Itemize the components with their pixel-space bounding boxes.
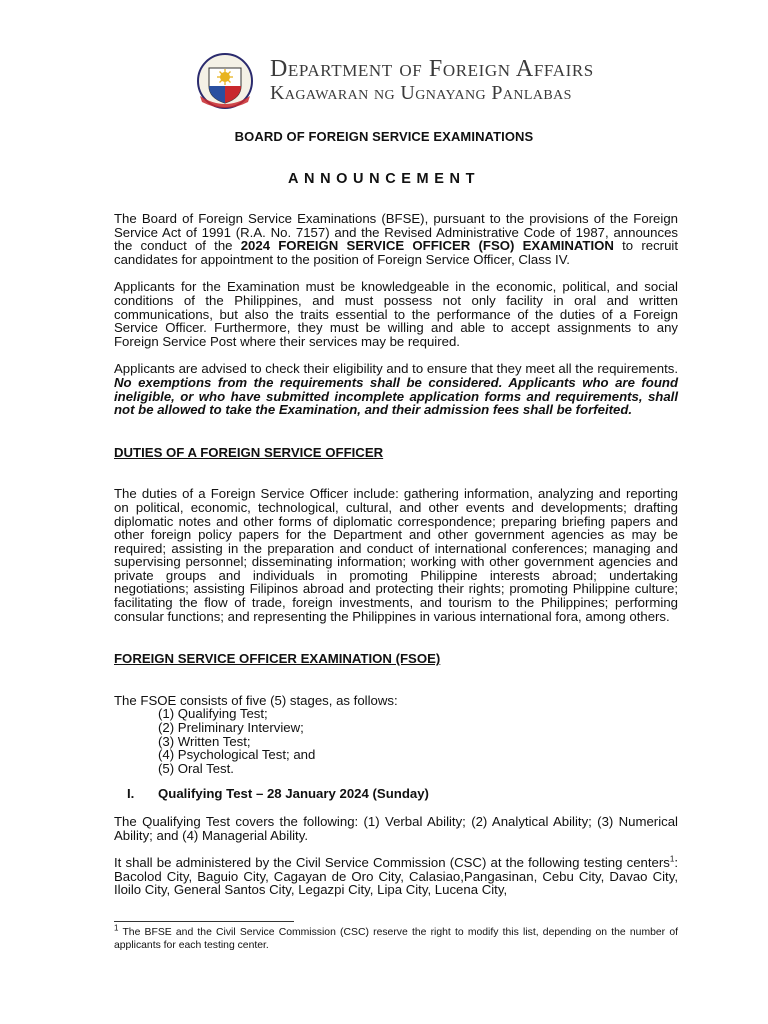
section-1-p2-text-b: : Bacolod City, Baguio City, Cagayan de Oro City, Calasiao,Pangasinan, Cebu City, Davao City, Iloilo City, General Santos City, Legazpi City, Lipa City, Lucena City,: [114, 855, 678, 898]
announcement-title: ANNOUNCEMENT: [287, 171, 481, 187]
intro-p1-text-a: The Board of Foreign Service Examinations (BFSE), pursuant to the provisions of the Foreign Service Act of 1991 (R.A. No. 7157) and the Revised Administrative Code of 1987, announces the conduct of the: [114, 211, 678, 254]
intro-paragraph-3: [114, 362, 678, 416]
section-1-paragraph-1: The Qualifying Test covers the following: (1) Verbal Ability; (2) Analytical Ability; (3) Numerical Ability; and (4) Managerial Ability.: [114, 814, 678, 843]
stage-item: (2) Preliminary Interview;: [158, 720, 304, 736]
footnote-text: The BFSE and the Civil Service Commission (CSC) reserve the right to modify this list, depending on the number of applicants for each testing center.: [114, 927, 678, 951]
section-1-paragraph-2: [114, 856, 678, 897]
stage-item: (4) Psychological Test; and: [158, 747, 316, 763]
board-title: BOARD OF FOREIGN SERVICE EXAMINATIONS: [234, 129, 534, 144]
footnote-reference: 1: [669, 854, 675, 864]
intro-p1-text-b: to recruit candidates for appointment to the position of Foreign Service Officer, Class IV.: [114, 238, 678, 267]
section-1-numeral: I.: [127, 786, 135, 802]
footnote-marker: 1: [114, 923, 119, 933]
letterhead: [196, 52, 616, 110]
fsoe-intro: The FSOE consists of five (5) stages, as follows:: [114, 692, 398, 708]
fsoe-heading: FOREIGN SERVICE OFFICER EXAMINATION (FSOE): [114, 651, 441, 667]
document-body: [114, 212, 678, 911]
stage-item: (5) Oral Test.: [158, 760, 234, 776]
duties-paragraph: The duties of a Foreign Service Officer include: gathering information, analyzing and reporting on political, economic, technological, cultural, and other events and developments; drafting diplomatic notes and other forms of diplomatic correspondence; preparing briefing papers and other foreign policy papers for the Department and other government agencies as may be required; assisting in the preparation and conduct of international conferences; managing and supervising personnel; disseminating information; working with other government agencies and private groups and individuals in promoting Philippine interests abroad; undertaking negotiations; assisting Filipinos abroad and protecting their rights; promoting Philippine culture; facilitating the flow of trade, foreign investments, and tourism to the Philippines; performing consular functions; and representing the Philippines in various international fora, among others.: [114, 486, 678, 624]
department-name-filipino: Kagawaran ng Ugnayang Panlabas: [270, 82, 572, 104]
footnote: [114, 923, 678, 952]
intro-p3-text: Applicants are advised to check their eligibility and to ensure that they meet all the requirements.: [114, 361, 678, 377]
intro-p3-bold-italic: No exemptions from the requirements shall be considered. Applicants who are found ineligible, or who have submitted incomplete application forms and requirements, shall not be allowed to take the Examination, and their admission fees shall be forfeited.: [114, 374, 678, 418]
stage-item: (3) Written Test;: [158, 733, 251, 749]
stage-item: (1) Qualifying Test;: [158, 706, 268, 722]
footnote-divider: [114, 921, 294, 922]
philippine-government-seal-icon: [196, 52, 254, 110]
section-1-title: Qualifying Test – 28 January 2024 (Sunday): [158, 786, 429, 802]
duties-heading: DUTIES OF A FOREIGN SERVICE OFFICER: [114, 444, 384, 460]
section-1-heading: [114, 787, 678, 801]
intro-paragraph-1: [114, 212, 678, 266]
section-1-p2-text-a: It shall be administered by the Civil Service Commission (CSC) at the following testing centers: [114, 855, 670, 871]
department-name-english: Department of Foreign Affairs: [270, 56, 594, 82]
intro-paragraph-2: Applicants for the Examination must be knowledgeable in the economic, political, and social conditions of the Philippines, and must possess not only facility in oral and written communications, but also the traits essential to the performance of the duties of a Foreign Service Officer. Furthermore, they must be willing and able to accept assignments to any Foreign Service Post where their services may be required.: [114, 279, 678, 349]
intro-p1-bold: 2024 FOREIGN SERVICE OFFICER (FSO) EXAMINATION: [240, 238, 614, 254]
